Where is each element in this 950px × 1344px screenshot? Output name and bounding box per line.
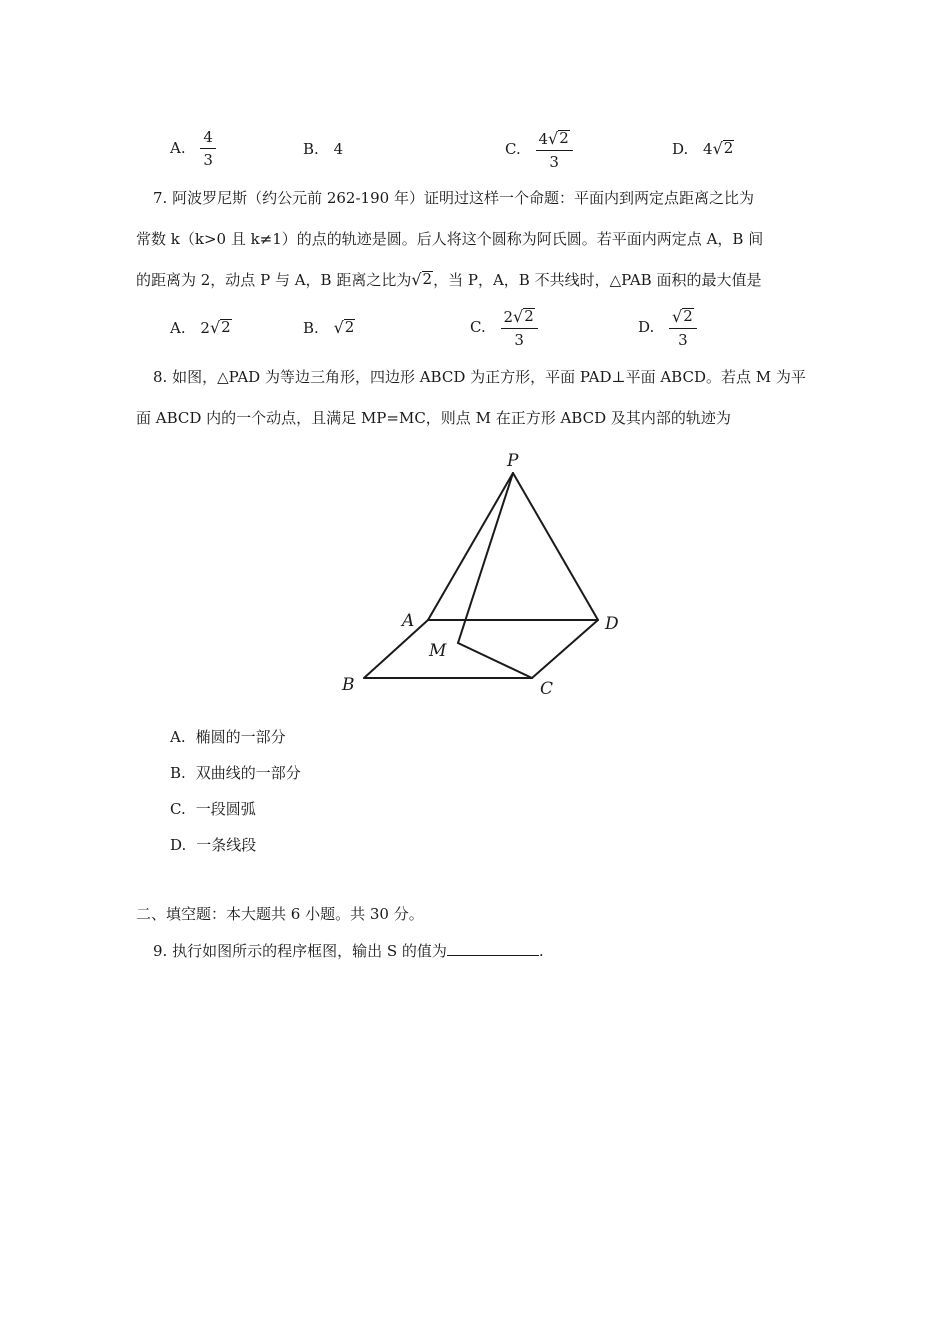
label-p: P (507, 451, 519, 471)
q8-option-b: B. 双曲线的一部分 (170, 764, 301, 782)
fraction: 4 √ 2 3 (536, 130, 573, 170)
edge-pa (428, 473, 513, 620)
label-b: B (342, 675, 355, 695)
q9-text: 9. 执行如图所示的程序框图，输出 S 的值为 . (153, 942, 544, 960)
answer-blank[interactable] (447, 941, 539, 956)
sqrt-symbol: √ 2 (712, 139, 734, 158)
q7-option-a: A. 2 √ 2 (170, 318, 231, 337)
fraction: √ 2 3 (669, 308, 697, 348)
fraction: 2 √ 2 3 (501, 308, 538, 348)
q6-option-a: A. $\frac{4}{3}$ (170, 130, 216, 168)
sqrt-symbol: √ 2 (548, 128, 569, 148)
fraction: $\frac{4}{3}$ (200, 130, 216, 168)
edge-pd (513, 473, 598, 620)
q8-option-c: C. 一段圆弧 (170, 800, 256, 818)
q6-option-c: C. 4 √ 2 3 (505, 130, 573, 170)
q7-option-d: D. √ 2 3 (638, 308, 697, 348)
edge-mc (458, 643, 532, 678)
q7-line-1: 7. 阿波罗尼斯（约公元前 262-190 年）证明过这样一个命题：平面内到两定点距离之比为 (153, 189, 754, 207)
sqrt-symbol: √ 2 (672, 306, 693, 326)
q8-option-a: A. 椭圆的一部分 (170, 728, 286, 746)
q6-option-b: B. 4 (303, 140, 344, 158)
edge-cd (532, 620, 598, 678)
label-a: A (402, 611, 415, 631)
section-heading: 二、填空题：本大题共 6 小题。共 30 分。 (136, 905, 424, 923)
q6-option-d: D. 4 √ 2 (672, 139, 734, 158)
edge-ab (364, 620, 428, 678)
label-d: D (605, 614, 619, 634)
q7-option-b: B. √ 2 (303, 318, 355, 337)
label-c: C (540, 679, 554, 699)
label-m: M (429, 641, 447, 661)
pyramid-figure (330, 445, 630, 705)
q8-option-d: D. 一条线段 (170, 836, 257, 854)
sqrt-symbol: √ 2 (333, 318, 355, 337)
q7-line-2: 常数 k（k>0 且 k≠1）的点的轨迹是圆。后人将这个圆称为阿氏圆。若平面内两定点 A，B 间 (136, 230, 764, 248)
sqrt-symbol: √ 2 (513, 306, 534, 326)
q8-line-2: 面 ABCD 内的一个动点，且满足 MP=MC，则点 M 在正方形 ABCD 及其内部的轨迹为 (136, 409, 731, 427)
q7-line-3: 的距离为 2，动点 P 与 A，B 距离之比为 √ 2 ，当 P，A，B 不共线时，△PAB 面积的最大值是 (136, 270, 762, 289)
edge-pm (458, 473, 513, 643)
sqrt-symbol: √ 2 (209, 318, 231, 337)
q8-line-1: 8. 如图，△PAD 为等边三角形，四边形 ABCD 为正方形，平面 PAD⊥平面 ABCD。若点 M 为平 (153, 368, 806, 386)
sqrt-symbol: √ 2 (411, 270, 433, 289)
q7-option-c: C. 2 √ 2 3 (470, 308, 538, 348)
